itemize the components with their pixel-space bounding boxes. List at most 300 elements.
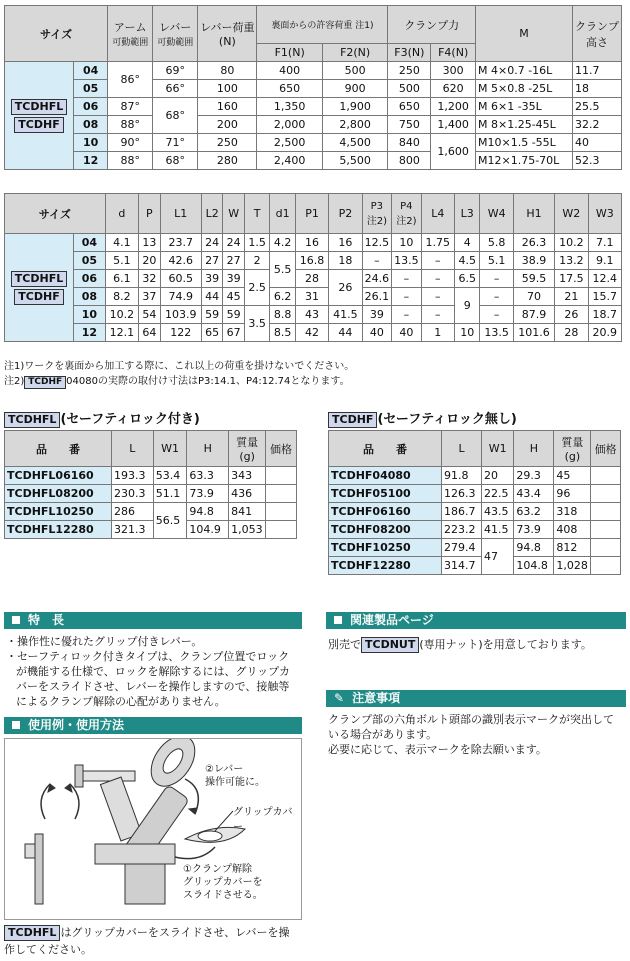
header-cell: 価格 xyxy=(266,431,297,467)
table-cell: 6.1 xyxy=(105,270,138,288)
table-cell: – xyxy=(421,252,454,270)
model-badge: TCDHFL xyxy=(4,412,60,428)
table-cell: 73.9 xyxy=(187,485,229,503)
table-cell: 126.3 xyxy=(442,485,482,503)
table-cell xyxy=(591,503,621,521)
tcdhf-table xyxy=(328,430,621,575)
header-cell: W3 xyxy=(588,194,621,234)
f2-cell: 1,900 xyxy=(322,98,387,116)
table-cell: 87.9 xyxy=(513,306,554,324)
table-row xyxy=(329,557,621,575)
header-f4: F4(N) xyxy=(431,44,476,62)
table-cell: 4.5 xyxy=(455,252,480,270)
table-cell: 47 xyxy=(482,539,514,575)
table-cell: – xyxy=(480,288,513,306)
f3-cell: 500 xyxy=(388,80,431,98)
product-code: TCDHF06160 xyxy=(329,503,442,521)
label-grip: グリップカバー xyxy=(233,807,293,833)
f2-cell: 500 xyxy=(322,62,387,80)
product-code: TCDHFL12280 xyxy=(5,521,112,539)
lever-cell: 69° xyxy=(153,62,198,80)
height-cell: 11.7 xyxy=(573,62,622,80)
table-row xyxy=(329,539,621,557)
table-cell: 408 xyxy=(554,521,591,539)
header-cell: H xyxy=(187,431,229,467)
m-cell: M 6×1 -35L xyxy=(476,98,573,116)
table-row xyxy=(5,288,622,306)
size-cell: 04 xyxy=(74,234,106,252)
table-cell: 812 xyxy=(554,539,591,557)
table-cell: 38.9 xyxy=(513,252,554,270)
table-cell: 26.3 xyxy=(513,234,554,252)
header-clamp-force: クランプ力 xyxy=(388,6,476,44)
table-cell: 43 xyxy=(295,306,328,324)
table-cell: 37 xyxy=(139,288,161,306)
table-cell: 27 xyxy=(201,252,223,270)
height-cell: 52.3 xyxy=(573,152,622,170)
usage-header: 使用例・使用方法 xyxy=(4,717,302,734)
table-cell: 28 xyxy=(555,324,588,342)
model-badge: TCDHF xyxy=(14,289,63,305)
table-cell: 32 xyxy=(139,270,161,288)
f2-cell: 5,500 xyxy=(322,152,387,170)
height-cell: 18 xyxy=(573,80,622,98)
table-cell: 70 xyxy=(513,288,554,306)
size-cell: 05 xyxy=(74,252,106,270)
table-cell: 24.6 xyxy=(362,270,392,288)
table-cell: 18.7 xyxy=(588,306,621,324)
table-cell: – xyxy=(392,306,422,324)
table-cell: 20.9 xyxy=(588,324,621,342)
table-row xyxy=(329,485,621,503)
table-row xyxy=(5,234,622,252)
table-cell xyxy=(591,485,621,503)
table-cell: 4.2 xyxy=(270,234,295,252)
table-cell: 101.6 xyxy=(513,324,554,342)
table-cell: 20 xyxy=(482,467,514,485)
table-cell: 279.4 xyxy=(442,539,482,557)
arm-cell: 86° xyxy=(108,62,153,98)
table-cell xyxy=(591,467,621,485)
arm-cell: 87° xyxy=(108,98,153,116)
load-cell: 280 xyxy=(198,152,257,170)
header-f1: F1(N) xyxy=(257,44,322,62)
size-cell: 08 xyxy=(74,116,108,134)
table-cell: 63.2 xyxy=(514,503,554,521)
table-cell: 10 xyxy=(455,324,480,342)
product-code: TCDHF10250 xyxy=(329,539,442,557)
table-cell: 59.5 xyxy=(513,270,554,288)
table-cell: 343 xyxy=(229,467,266,485)
table-cell: 9 xyxy=(455,288,480,324)
table-cell: 24 xyxy=(201,234,223,252)
table-cell: 56.5 xyxy=(153,503,187,539)
size-cell: 06 xyxy=(74,270,106,288)
table-cell: 51.1 xyxy=(153,485,187,503)
table-cell: 2 xyxy=(244,252,269,270)
table-cell: 94.8 xyxy=(187,503,229,521)
table-cell: 67 xyxy=(223,324,245,342)
table-cell: 1.75 xyxy=(421,234,454,252)
pencil-icon: ✎ xyxy=(334,691,345,705)
table-cell: 54 xyxy=(139,306,161,324)
header-cell: W xyxy=(223,194,245,234)
table-cell: 24 xyxy=(223,234,245,252)
spec-table-dimensions xyxy=(4,193,622,342)
size-cell: 08 xyxy=(74,288,106,306)
features-header: 特 長 xyxy=(4,612,302,629)
f1-cell: 650 xyxy=(257,80,322,98)
size-cell: 10 xyxy=(74,134,108,152)
lever-cell: 68° xyxy=(153,98,198,134)
header-cell: W4 xyxy=(480,194,513,234)
table-row xyxy=(329,467,621,485)
table-row xyxy=(5,252,622,270)
table-cell: 1 xyxy=(421,324,454,342)
table-cell: 12.1 xyxy=(105,324,138,342)
table-cell: 16.8 xyxy=(295,252,328,270)
feature-item: ・セーフティロック付きタイプは、クランプ位置でロックが機能する仕様で、ロックを解除するには、グリップカバーをスライドさせ、レバーを操作しますので、接触等によるクランプ解除の心配がありません。 xyxy=(6,650,291,708)
table-row xyxy=(329,503,621,521)
table-cell: 122 xyxy=(160,324,201,342)
model-badge: TCDHF xyxy=(14,117,63,133)
m-cell: M12×1.75-70L xyxy=(476,152,573,170)
f3-cell: 840 xyxy=(388,134,431,152)
table-row xyxy=(329,521,621,539)
height-cell: 32.2 xyxy=(573,116,622,134)
table-cell: 73.9 xyxy=(514,521,554,539)
model-badge: TCDHFL xyxy=(4,925,60,941)
header-cell: d1 xyxy=(270,194,295,234)
table-cell: 3.5 xyxy=(244,306,269,342)
table-cell: 1,053 xyxy=(229,521,266,539)
table-cell: 5.1 xyxy=(480,252,513,270)
table-cell: 21 xyxy=(555,288,588,306)
model-badge: TCDHFL xyxy=(11,99,67,115)
m-cell: M 4×0.7 -16L xyxy=(476,62,573,80)
table-cell: 10.2 xyxy=(555,234,588,252)
header-cell: L3 xyxy=(455,194,480,234)
label-lever: ②レバー 操作可能に。 xyxy=(205,764,265,788)
related-body: 別売で TCDNUT (専用ナット)を用意しております。 xyxy=(328,638,592,651)
header-clamp-height: クランプ 高さ xyxy=(573,6,622,62)
table-cell xyxy=(266,485,297,503)
header-lever: レバー 可動範囲 xyxy=(153,6,198,62)
table-cell: 10 xyxy=(392,234,422,252)
f2-cell: 2,800 xyxy=(322,116,387,134)
arm-cell: 88° xyxy=(108,116,153,134)
table-cell: 2.5 xyxy=(244,270,269,306)
table-cell: 39 xyxy=(362,306,392,324)
table-row xyxy=(5,270,622,288)
arm-cell: 90° xyxy=(108,134,153,152)
table-cell: 16 xyxy=(329,234,362,252)
header-arm: アーム 可動範囲 xyxy=(108,6,153,62)
size-cell: 10 xyxy=(74,306,106,324)
table-cell: – xyxy=(421,306,454,324)
table-cell: 39 xyxy=(201,270,223,288)
table-cell: 12.5 xyxy=(362,234,392,252)
table-cell: 31 xyxy=(295,288,328,306)
table-cell xyxy=(266,521,297,539)
table-cell: 15.7 xyxy=(588,288,621,306)
load-cell: 160 xyxy=(198,98,257,116)
header-allow-load: 裏面からの許容荷重 注1) xyxy=(257,6,388,44)
product-code: TCDHF04080 xyxy=(329,467,442,485)
related-product-link[interactable]: TCDNUT xyxy=(361,637,419,653)
f3-cell: 750 xyxy=(388,116,431,134)
f4-cell: 1,600 xyxy=(431,134,476,170)
table-cell: 13 xyxy=(139,234,161,252)
header-f3: F3(N) xyxy=(388,44,431,62)
header-cell: T xyxy=(244,194,269,234)
table-cell: 53.4 xyxy=(153,467,187,485)
table-row xyxy=(5,467,297,485)
f1-cell: 2,400 xyxy=(257,152,322,170)
table-cell: 18 xyxy=(329,252,362,270)
table-cell xyxy=(266,503,297,521)
note-2: 注2) TCDHF 04080の実際の取付け寸法はP3:14.1、P4:12.74となります。 xyxy=(4,376,350,387)
table-row xyxy=(5,62,622,80)
header-cell: P xyxy=(139,194,161,234)
header-lever-load: レバー荷重 (N) xyxy=(198,6,257,62)
f4-cell: 620 xyxy=(431,80,476,98)
table-row xyxy=(5,152,622,170)
header-cell: 価格 xyxy=(591,431,621,467)
table-cell: 4 xyxy=(455,234,480,252)
model-badge: TCDHFL xyxy=(11,271,67,287)
label-release: ①クランプ解除 グリップカバーを スライドさせる。 xyxy=(183,864,263,901)
table-cell: 74.9 xyxy=(160,288,201,306)
header-f2: F2(N) xyxy=(322,44,387,62)
table-cell: 45 xyxy=(223,288,245,306)
header-cell: P2 xyxy=(329,194,362,234)
table-cell: 13.5 xyxy=(480,324,513,342)
tcdhfl-heading: TCDHFL (セーフティロック付き) xyxy=(4,408,200,429)
note-1: 注1)ワークを裏面から加工する際に、これ以上の荷重を掛けないでください。 xyxy=(4,361,355,372)
model-group xyxy=(5,234,74,342)
table-cell: 29.3 xyxy=(514,467,554,485)
m-cell: M 8×1.25-45L xyxy=(476,116,573,134)
square-icon xyxy=(334,616,342,624)
related-header: 関連製品ページ xyxy=(326,612,626,629)
table-cell: 65 xyxy=(201,324,223,342)
table-cell: – xyxy=(392,288,422,306)
table-cell: 436 xyxy=(229,485,266,503)
table-cell: 104.9 xyxy=(187,521,229,539)
f1-cell: 1,350 xyxy=(257,98,322,116)
features-body xyxy=(6,634,296,709)
table-cell: 8.8 xyxy=(270,306,295,324)
table-cell: 96 xyxy=(554,485,591,503)
height-cell: 40 xyxy=(573,134,622,152)
arm-cell: 88° xyxy=(108,152,153,170)
caution-line: クランプ部の六角ボルト頭部の識別表示マークが突出している場合があります。 xyxy=(328,713,614,741)
table-cell: 7.1 xyxy=(588,234,621,252)
table-cell: 59 xyxy=(201,306,223,324)
table-cell: – xyxy=(362,252,392,270)
table-cell: 5.1 xyxy=(105,252,138,270)
table-cell: 41.5 xyxy=(482,521,514,539)
table-row xyxy=(5,134,622,152)
table-cell: 91.8 xyxy=(442,467,482,485)
f3-cell: 800 xyxy=(388,152,431,170)
table-cell xyxy=(591,539,621,557)
table-cell: 13.5 xyxy=(392,252,422,270)
square-icon xyxy=(12,616,20,624)
table-row xyxy=(5,485,297,503)
table-cell: 314.7 xyxy=(442,557,482,575)
table-cell: – xyxy=(480,306,513,324)
table-cell: 318 xyxy=(554,503,591,521)
load-cell: 100 xyxy=(198,80,257,98)
height-cell: 25.5 xyxy=(573,98,622,116)
table-cell: 41.5 xyxy=(329,306,362,324)
table-cell: 841 xyxy=(229,503,266,521)
table-cell: 39 xyxy=(223,270,245,288)
header-cell: 品 番 xyxy=(5,431,112,467)
tcdhfl-table xyxy=(4,430,297,539)
table-cell: 193.3 xyxy=(112,467,154,485)
lever-cell: 71° xyxy=(153,134,198,152)
table-row xyxy=(5,324,622,342)
table-cell xyxy=(266,467,297,485)
table-cell: 4.1 xyxy=(105,234,138,252)
header-size: サイズ xyxy=(5,194,106,234)
f1-cell: 2,500 xyxy=(257,134,322,152)
load-cell: 250 xyxy=(198,134,257,152)
header-cell: 質量 (g) xyxy=(554,431,591,467)
header-cell: H1 xyxy=(513,194,554,234)
table-row xyxy=(5,306,622,324)
table-cell: 59 xyxy=(223,306,245,324)
table-cell: 9.1 xyxy=(588,252,621,270)
f3-cell: 250 xyxy=(388,62,431,80)
load-cell: 200 xyxy=(198,116,257,134)
table-cell: 26.1 xyxy=(362,288,392,306)
spec-table-load xyxy=(4,5,622,170)
usage-caption: TCDHFL はグリップカバーをスライドさせ、レバーを操作してください。 xyxy=(4,926,290,956)
table-cell xyxy=(591,557,621,575)
table-cell: 26 xyxy=(329,270,362,306)
f4-cell: 1,200 xyxy=(431,98,476,116)
table-cell: 12.4 xyxy=(588,270,621,288)
product-code: TCDHF08200 xyxy=(329,521,442,539)
f3-cell: 650 xyxy=(388,98,431,116)
table-cell: 223.2 xyxy=(442,521,482,539)
caution-header: ✎ 注意事項 xyxy=(326,690,626,707)
product-code: TCDHFL10250 xyxy=(5,503,112,521)
table-cell: 8.2 xyxy=(105,288,138,306)
f4-cell: 1,400 xyxy=(431,116,476,134)
table-row xyxy=(5,503,297,521)
table-cell: 28 xyxy=(295,270,328,288)
table-cell: 5.8 xyxy=(480,234,513,252)
table-cell: 45 xyxy=(554,467,591,485)
header-cell: L xyxy=(442,431,482,467)
tcdhf-heading: TCDHF (セーフティロック無し) xyxy=(328,408,517,429)
table-cell: 5.5 xyxy=(270,252,295,288)
header-cell: 質量 (g) xyxy=(229,431,266,467)
header-cell: d xyxy=(105,194,138,234)
usage-illustration xyxy=(4,738,302,920)
table-cell: 6.5 xyxy=(455,270,480,288)
table-cell: 103.9 xyxy=(160,306,201,324)
table-cell: 186.7 xyxy=(442,503,482,521)
table-row xyxy=(5,80,622,98)
table-cell: 44 xyxy=(201,288,223,306)
f1-cell: 400 xyxy=(257,62,322,80)
table-cell: 26 xyxy=(555,306,588,324)
table-cell: – xyxy=(421,270,454,288)
table-cell: 23.7 xyxy=(160,234,201,252)
table-cell: 43.4 xyxy=(514,485,554,503)
table-cell: – xyxy=(421,288,454,306)
table-cell: 321.3 xyxy=(112,521,154,539)
size-cell: 06 xyxy=(74,98,108,116)
size-cell: 12 xyxy=(74,324,106,342)
f2-cell: 900 xyxy=(322,80,387,98)
f1-cell: 2,000 xyxy=(257,116,322,134)
table-cell: 42 xyxy=(295,324,328,342)
table-cell: 6.2 xyxy=(270,288,295,306)
header-cell: 品 番 xyxy=(329,431,442,467)
model-group xyxy=(5,62,74,170)
f2-cell: 4,500 xyxy=(322,134,387,152)
table-cell: 60.5 xyxy=(160,270,201,288)
header-cell: L4 xyxy=(421,194,454,234)
table-cell: 13.2 xyxy=(555,252,588,270)
table-cell: 10.2 xyxy=(105,306,138,324)
header-cell: P4 注2) xyxy=(392,194,422,234)
header-cell: P1 xyxy=(295,194,328,234)
table-row xyxy=(5,116,622,134)
header-cell: L1 xyxy=(160,194,201,234)
table-cell: 44 xyxy=(329,324,362,342)
size-cell: 12 xyxy=(74,152,108,170)
f4-cell: 300 xyxy=(431,62,476,80)
table-cell: – xyxy=(480,270,513,288)
table-cell: 40 xyxy=(392,324,422,342)
header-cell: W2 xyxy=(555,194,588,234)
header-cell: P3 注2) xyxy=(362,194,392,234)
caution-body xyxy=(328,712,620,757)
table-cell: 1,028 xyxy=(554,557,591,575)
lever-cell: 66° xyxy=(153,80,198,98)
table-cell: 230.3 xyxy=(112,485,154,503)
header-cell: W1 xyxy=(482,431,514,467)
table-cell: 8.5 xyxy=(270,324,295,342)
product-code: TCDHF12280 xyxy=(329,557,442,575)
table-cell: 17.5 xyxy=(555,270,588,288)
table-cell: 104.8 xyxy=(514,557,554,575)
size-cell: 04 xyxy=(74,62,108,80)
model-badge: TCDHF xyxy=(24,376,66,389)
table-cell xyxy=(591,521,621,539)
table-cell: 42.6 xyxy=(160,252,201,270)
m-cell: M 5×0.8 -25L xyxy=(476,80,573,98)
table-cell: 40 xyxy=(362,324,392,342)
table-row xyxy=(5,521,297,539)
product-code: TCDHF05100 xyxy=(329,485,442,503)
table-cell: – xyxy=(392,270,422,288)
size-cell: 05 xyxy=(74,80,108,98)
feature-item: ・操作性に優れたグリップ付きレバー。 xyxy=(6,635,203,648)
square-icon xyxy=(12,721,20,729)
table-cell: 1.5 xyxy=(244,234,269,252)
header-size: サイズ xyxy=(5,6,108,62)
table-cell: 63.3 xyxy=(187,467,229,485)
